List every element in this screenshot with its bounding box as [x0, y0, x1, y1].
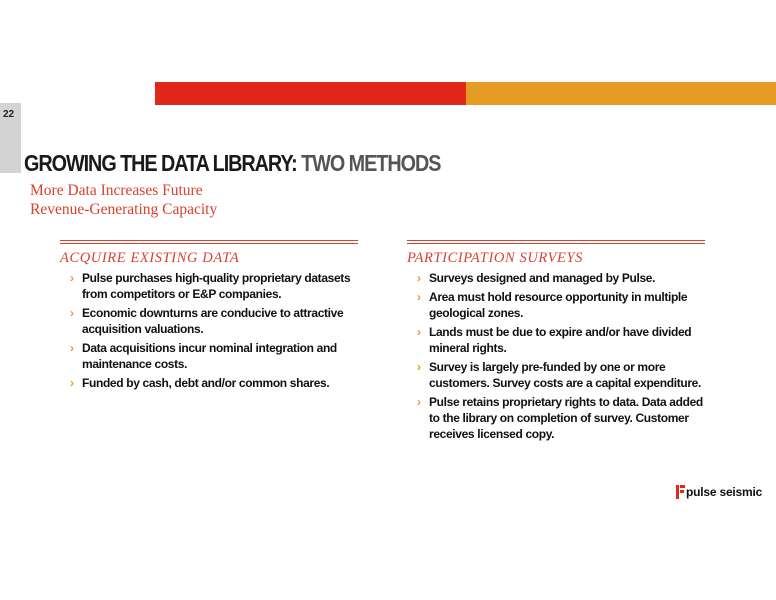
section-rule [407, 240, 705, 244]
bullet-text: Pulse retains proprietary rights to data. Data added to the library on completion of survey. Customer receives licensed copy. [429, 395, 703, 441]
page-subtitle [30, 181, 330, 219]
list-item [58, 270, 358, 302]
section-heading-acquire: ACQUIRE EXISTING DATA [60, 250, 240, 266]
header-bar-orange [466, 82, 776, 105]
bullet-text: Funded by cash, debt and/or common shares. [82, 376, 330, 390]
bullet-text: Surveys designed and managed by Pulse. [429, 271, 656, 285]
title-accent: TWO METHODS [301, 150, 441, 176]
title-main: GROWING THE DATA LIBRARY: [24, 150, 297, 176]
bullet-text: Area must hold resource opportunity in multiple geological zones. [429, 290, 688, 320]
bullet-icon: › [70, 341, 74, 355]
page-number: 22 [3, 109, 15, 120]
list-item [405, 324, 715, 356]
section-heading-participation: PARTICIPATION SURVEYS [407, 250, 584, 266]
logo-text: pulse seismic [686, 485, 763, 499]
bullet-icon: › [70, 376, 74, 390]
bullet-icon: › [70, 271, 74, 285]
bullet-text: Survey is largely pre-funded by one or more customers. Survey costs are a capital expenditure. [429, 360, 701, 390]
bullet-text: Economic downturns are conducive to attractive acquisition valuations. [82, 306, 344, 336]
list-item [58, 305, 358, 337]
pulse-logo-icon [676, 485, 685, 499]
bullet-text: Lands must be due to expire and/or have divided mineral rights. [429, 325, 692, 355]
acquire-column [58, 240, 358, 394]
acquire-bullet-list [58, 270, 358, 391]
list-item [405, 289, 715, 321]
pulse-seismic-logo [676, 484, 776, 500]
subtitle-line-2: Revenue-Generating Capacity [30, 201, 218, 218]
subtitle-line-1: More Data Increases Future [30, 182, 203, 199]
participation-bullet-list [405, 270, 715, 442]
list-item [58, 375, 358, 391]
bullet-icon: › [417, 290, 421, 304]
bullet-icon: › [70, 306, 74, 320]
bullet-icon: › [417, 395, 421, 409]
list-item [405, 394, 715, 442]
list-item [405, 359, 715, 391]
bullet-text: Data acquisitions incur nominal integration and maintenance costs. [82, 341, 337, 371]
bullet-icon: › [417, 360, 421, 374]
list-item [58, 340, 358, 372]
bullet-text: Pulse purchases high-quality proprietary datasets from competitors or E&P companies. [82, 271, 351, 301]
participation-column [405, 240, 715, 445]
list-item [405, 270, 715, 286]
bullet-icon: › [417, 271, 421, 285]
bullet-icon: › [417, 325, 421, 339]
header-bar-red [155, 82, 466, 105]
page-title [24, 150, 440, 177]
section-rule [60, 240, 358, 244]
